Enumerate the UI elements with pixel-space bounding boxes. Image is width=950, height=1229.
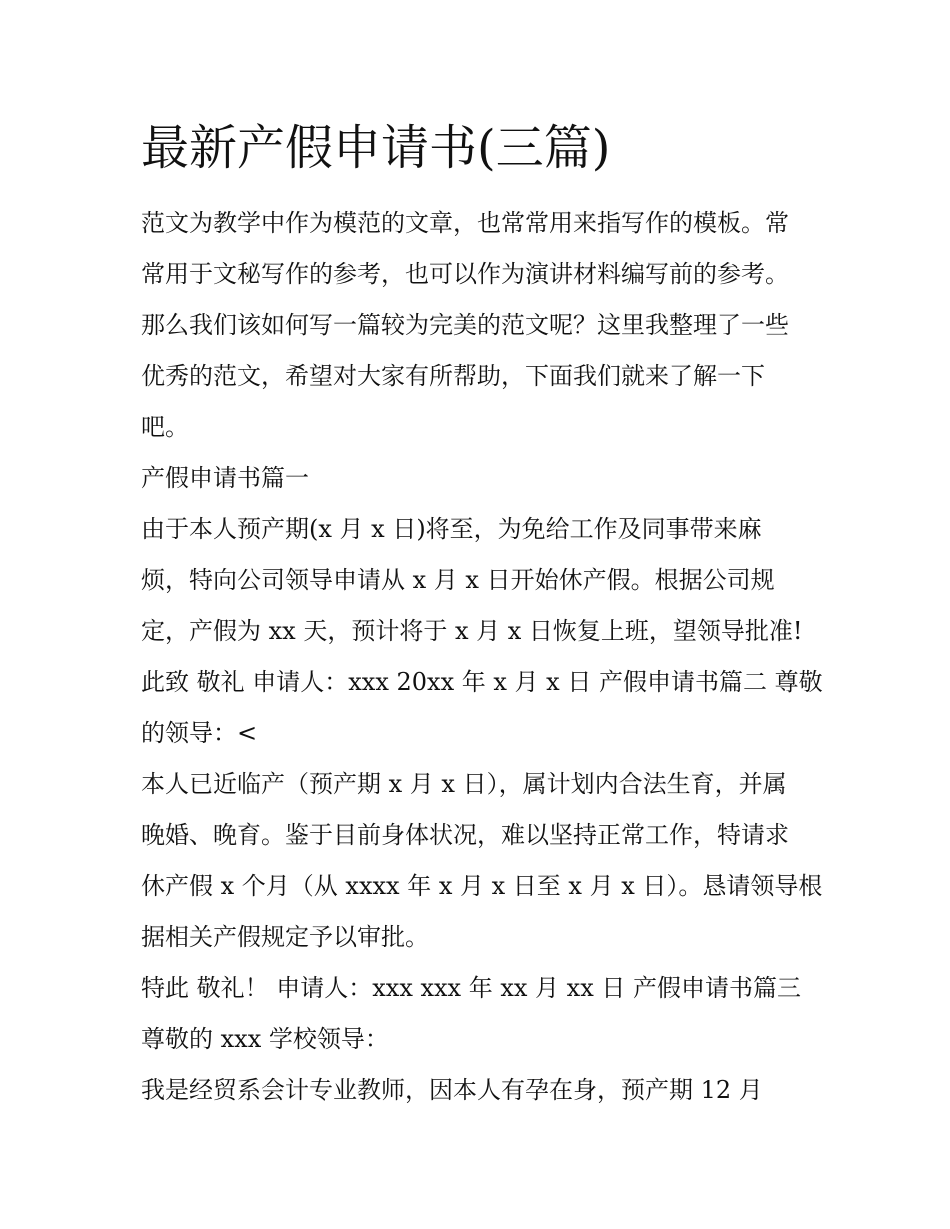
body-line: 由于本人预产期(x 月 x 日)将至，为免给工作及同事带来麻: [141, 515, 762, 543]
body-line: 优秀的范文，希望对大家有所帮助，下面我们就来了解一下: [141, 362, 765, 390]
body-line: 此致 敬礼 申请人：xxx 20xx 年 x 月 x 日 产假申请书篇二 尊敬: [141, 668, 823, 696]
body-line: 的领导：<: [141, 719, 258, 747]
body-line: 我是经贸系会计专业教师，因本人有孕在身，预产期 12 月: [141, 1076, 763, 1104]
body-line: 吧。: [141, 413, 189, 441]
body-line: 定，产假为 xx 天，预计将于 x 月 x 日恢复上班，望领导批准!: [141, 617, 803, 645]
document-body: [141, 198, 821, 1116]
body-line: 烦，特向公司领导申请从 x 月 x 日开始休产假。根据公司规: [141, 566, 775, 594]
body-line: 晚婚、晚育。鉴于目前身体状况，难以坚持正常工作，特请求: [141, 821, 789, 849]
body-line: 常用于文秘写作的参考，也可以作为演讲材料编写前的参考。: [141, 260, 789, 288]
body-line: 范文为教学中作为模范的文章，也常常用来指写作的模板。常: [141, 209, 789, 237]
body-line: 那么我们该如何写一篇较为完美的范文呢？这里我整理了一些: [141, 311, 789, 339]
body-line: 尊敬的 xxx 学校领导：: [141, 1025, 389, 1053]
document-title: 最新产假申请书(三篇): [141, 120, 611, 176]
body-line: 本人已近临产（预产期 x 月 x 日），属计划内合法生育，并属: [141, 770, 787, 798]
body-line: 特此 敬礼！ 申请人：xxx xxx 年 xx 月 xx 日 产假申请书篇三: [141, 974, 802, 1002]
body-line: 休产假 x 个月（从 xxxx 年 x 月 x 日至 x 月 x 日）。恳请领导根: [141, 872, 823, 900]
body-line: 据相关产假规定予以审批。: [141, 923, 429, 951]
section-heading-1: 产假申请书篇一: [141, 464, 309, 492]
